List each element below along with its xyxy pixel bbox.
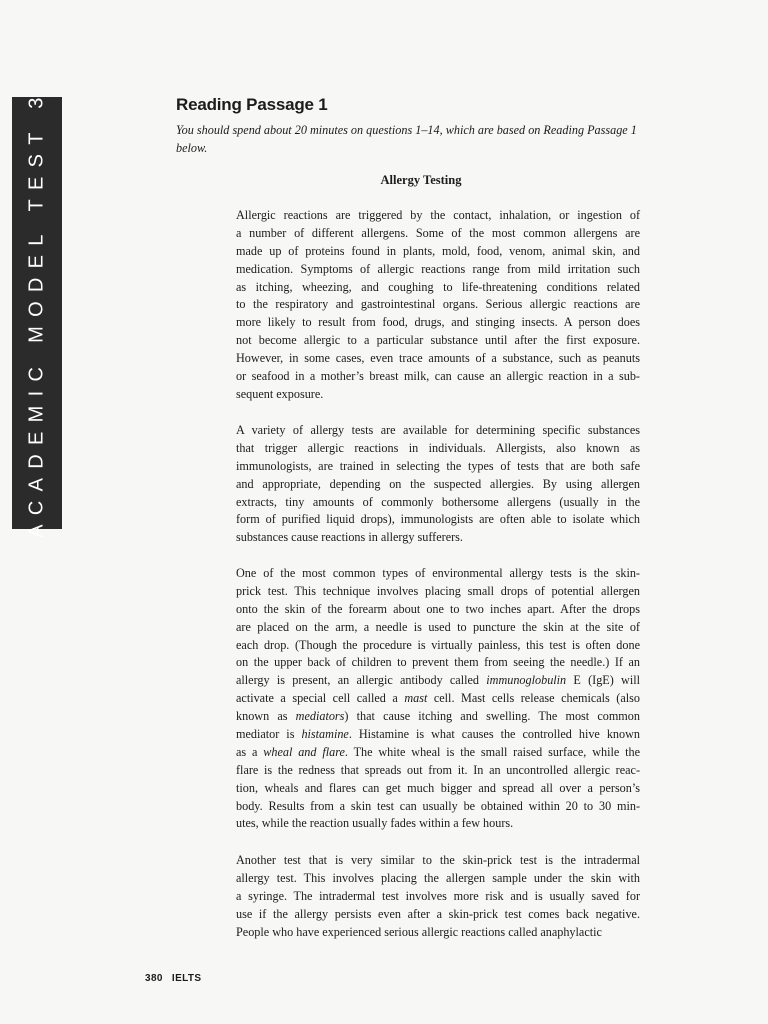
instructions: You should spend about 20 minutes on questions 1–14, which are based on Reading Passage 1 below. [176, 123, 637, 155]
italic-term: immunoglobulin [486, 673, 567, 688]
text-line: as itching, wheezing, and coughing to life-threatening conditions related [236, 279, 640, 294]
text-line: substances cause reactions in allergy sufferers. [236, 530, 463, 545]
text-line: mediator is histamine. Histamine is what causes the controlled hive known [236, 727, 640, 742]
passage-title: Allergy Testing [380, 173, 462, 187]
text-line: to the respiratory and gastrointestinal organs. Serious allergic reactions are [236, 297, 640, 312]
text-line: each drop. (Though the procedure is virtually painless, this test is often done [236, 637, 640, 652]
text-line: made up of proteins found in plants, mold, food, venom, animal skin, and [236, 243, 640, 258]
text-line: extracts, tiny amounts of commonly bothersome allergens (usually in the [236, 494, 640, 509]
text-line: are placed on the arm, a needle is used to puncture the skin at the site of [236, 619, 640, 634]
text-line: prick test. This technique involves placing small drops of potential allergen [236, 583, 640, 598]
paragraph [236, 207, 640, 404]
text-line: flare is the redness that spreads out from it. In an uncontrolled allergic reac- [236, 762, 640, 777]
text-line: utes, while the reaction usually fades within a few hours. [236, 816, 514, 831]
text-line: allergy is present, an allergic antibody called immunoglobulin E (IgE) will [236, 673, 640, 688]
text-line: immunologists, are trained in selecting the types of tests that are both safe [236, 458, 640, 473]
text-line: a number of different allergens. Some of the most common allergens are [236, 225, 640, 240]
book-name: IELTS [171, 973, 202, 984]
section-side-tab [12, 88, 62, 538]
page-number: 380 [145, 973, 163, 984]
text-line: A variety of allergy tests are available for determining specific substances [236, 423, 640, 437]
italic-term: wheal and flare [263, 744, 345, 759]
text-line: One of the most common types of environmental allergy tests is the skin- [236, 566, 640, 580]
italic-term: mast [404, 691, 428, 706]
text-line: However, in some cases, even trace amounts of a substance, such as peanuts [236, 351, 640, 366]
text-line: as a wheal and flare. The white wheal is the small raised surface, while the [236, 744, 641, 759]
text-line: activate a special cell called a mast cell. Mast cells release chemicals (also [236, 691, 641, 706]
text-line: form of purified liquid drops), immunologists are often able to isolate which [236, 512, 640, 527]
text-line: onto the skin of the forearm about one to two inches apart. After the drops [236, 601, 640, 616]
italic-term: mediators [295, 709, 345, 724]
text-line: People who have experienced serious allergic reactions called anaphylactic [236, 924, 602, 939]
italic-term: histamine [301, 727, 349, 742]
text-line: not become allergic to a particular substance until after the first exposure. [236, 333, 640, 348]
text-line: use if the allergy persists even after a skin-prick test comes back negative. [236, 906, 640, 921]
text-line: Another test that is very similar to the skin-prick test is the intradermal [236, 853, 640, 867]
text-line: allergy test. This involves placing the allergen sample under the skin with [236, 870, 640, 885]
section-side-tab-label: ACADEMIC MODEL TEST 3 [25, 88, 48, 538]
text-line: sequent exposure. [236, 386, 324, 401]
paragraph [236, 852, 640, 941]
text-line: tion, wheals and flares can get much bigger and spread all over a person’s [236, 780, 640, 795]
text-line: that trigger allergic reactions in individuals. Allergists, also known as [236, 440, 640, 455]
text-line: medication. Symptoms of allergic reactions range from mild irritation such [236, 261, 640, 276]
page-footer [145, 973, 201, 984]
text-line: a syringe. The intradermal test involves more risk and is usually saved for [236, 888, 640, 903]
text-line: or seafood in a mother’s breast milk, can cause an allergic reaction in a sub- [236, 369, 640, 384]
paragraph [236, 422, 640, 547]
text-line: on the upper back of children to prevent them from seeing the needle.) If an [236, 655, 640, 670]
text-line: and appropriate, depending on the suspected allergies. By using allergen [236, 476, 640, 491]
text-line: Allergic reactions are triggered by the contact, inhalation, or ingestion of [236, 208, 640, 222]
text-line: more likely to result from food, drugs, and stinging insects. A person does [236, 315, 640, 330]
text-line: known as mediators) that cause itching and swelling. The most common [236, 709, 640, 724]
page-title: Reading Passage 1 [176, 95, 328, 114]
paragraph [236, 565, 640, 833]
text-line: body. Results from a skin test can usually be obtained within 20 to 30 min- [236, 798, 640, 813]
